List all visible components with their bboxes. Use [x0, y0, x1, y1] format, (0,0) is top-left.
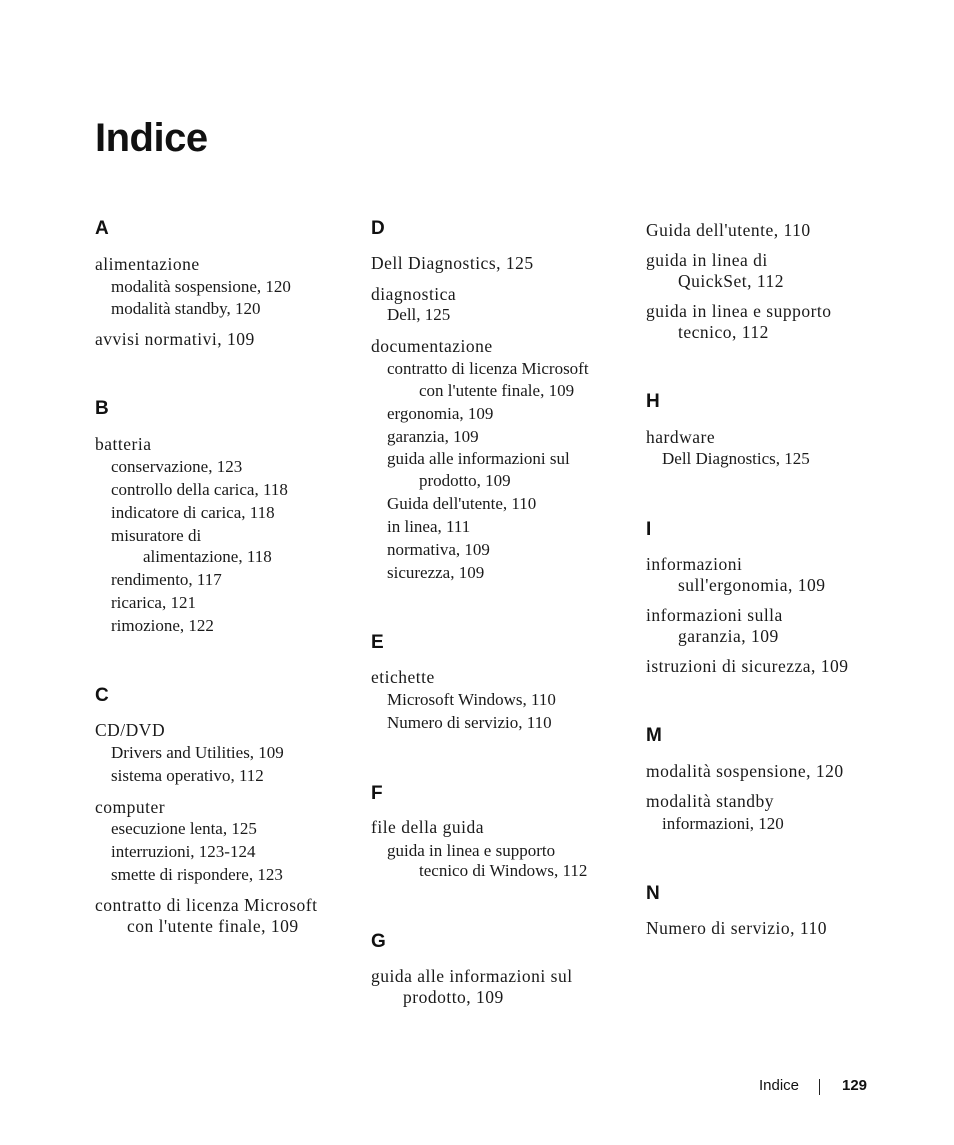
- index-entry: diagnostica: [371, 284, 457, 304]
- index-entry: guida in linea di: [646, 250, 768, 270]
- index-subentry: Guida dell'utente, 110: [387, 494, 537, 513]
- index-entry: informazioni sulla: [646, 605, 783, 625]
- index-subentry: normativa, 109: [387, 540, 490, 559]
- index-subentry: contratto di licenza Microsoft: [387, 359, 589, 378]
- index-subentry: indicatore di carica, 118: [111, 503, 275, 522]
- index-entry: informazioni: [646, 554, 743, 574]
- index-entry-continuation: prodotto, 109: [403, 987, 504, 1007]
- index-subentry: sistema operativo, 112: [111, 766, 264, 785]
- index-letter-h: H: [646, 391, 660, 412]
- index-subentry: modalità standby, 120: [111, 299, 261, 318]
- index-entry: batteria: [95, 434, 152, 454]
- index-entry-continuation: garanzia, 109: [678, 626, 779, 646]
- index-letter-b: B: [95, 398, 109, 419]
- index-entry: CD/DVD: [95, 720, 166, 740]
- index-entry-continuation: prodotto, 109: [419, 471, 511, 490]
- footer-section-label: Indice: [759, 1077, 800, 1094]
- index-entry: hardware: [646, 427, 716, 447]
- index-entry-continuation: tecnico di Windows, 112: [419, 861, 588, 880]
- page-title: Indice: [95, 116, 208, 160]
- index-letter-a: A: [95, 218, 109, 239]
- index-entry: Dell Diagnostics, 125: [371, 253, 534, 273]
- index-subentry: informazioni, 120: [662, 814, 784, 833]
- index-entry-continuation: con l'utente finale, 109: [419, 381, 575, 400]
- index-letter-m: M: [646, 725, 662, 746]
- index-entry: contratto di licenza Microsoft: [95, 895, 318, 915]
- index-subentry: ricarica, 121: [111, 593, 196, 612]
- index-subentry: misuratore di: [111, 526, 202, 545]
- index-entry: etichette: [371, 667, 435, 687]
- index-entry: modalità standby: [646, 791, 775, 811]
- index-entry-continuation: alimentazione, 118: [143, 547, 272, 566]
- index-entry: file della guida: [371, 817, 484, 837]
- index-letter-i: I: [646, 519, 652, 540]
- index-subentry: Drivers and Utilities, 109: [111, 743, 284, 762]
- index-subentry: modalità sospensione, 120: [111, 277, 291, 296]
- index-subentry: ergonomia, 109: [387, 404, 494, 423]
- index-entry: computer: [95, 797, 166, 817]
- index-subentry: guida in linea e supporto: [387, 841, 556, 860]
- index-subentry: esecuzione lenta, 125: [111, 819, 257, 838]
- index-subentry: garanzia, 109: [387, 427, 479, 446]
- index-subentry: sicurezza, 109: [387, 563, 485, 582]
- index-subentry: smette di rispondere, 123: [111, 865, 283, 884]
- index-subentry: conservazione, 123: [111, 457, 243, 476]
- index-entry: alimentazione: [95, 254, 200, 274]
- index-entry: Guida dell'utente, 110: [646, 220, 811, 240]
- index-letter-g: G: [371, 931, 386, 952]
- index-entry: istruzioni di sicurezza, 109: [646, 656, 849, 676]
- index-subentry: in linea, 111: [387, 517, 471, 536]
- index-entry: modalità sospensione, 120: [646, 761, 844, 781]
- index-subentry: rendimento, 117: [111, 570, 222, 589]
- index-entry-continuation: sull'ergonomia, 109: [678, 575, 826, 595]
- index-letter-c: C: [95, 685, 109, 706]
- index-entry: avvisi normativi, 109: [95, 329, 255, 349]
- index-subentry: Dell, 125: [387, 305, 451, 324]
- index-entry-continuation: QuickSet, 112: [678, 271, 784, 291]
- index-entry: documentazione: [371, 336, 493, 356]
- index-subentry: rimozione, 122: [111, 616, 214, 635]
- index-subentry: Dell Diagnostics, 125: [662, 449, 810, 468]
- index-letter-f: F: [371, 783, 383, 804]
- index-entry: guida in linea e supporto: [646, 301, 832, 321]
- index-letter-n: N: [646, 883, 660, 904]
- index-entry: guida alle informazioni sul: [371, 966, 573, 986]
- index-letter-e: E: [371, 632, 384, 653]
- index-subentry: guida alle informazioni sul: [387, 449, 570, 468]
- page-number: 129: [842, 1077, 868, 1094]
- footer-divider: [819, 1079, 820, 1095]
- index-subentry: interruzioni, 123-124: [111, 842, 256, 861]
- index-subentry: controllo della carica, 118: [111, 480, 288, 499]
- index-letter-d: D: [371, 218, 385, 239]
- index-entry-continuation: con l'utente finale, 109: [127, 916, 299, 936]
- index-subentry: Microsoft Windows, 110: [387, 690, 556, 709]
- index-subentry: Numero di servizio, 110: [387, 713, 552, 732]
- index-entry-continuation: tecnico, 112: [678, 322, 769, 342]
- index-entry: Numero di servizio, 110: [646, 918, 827, 938]
